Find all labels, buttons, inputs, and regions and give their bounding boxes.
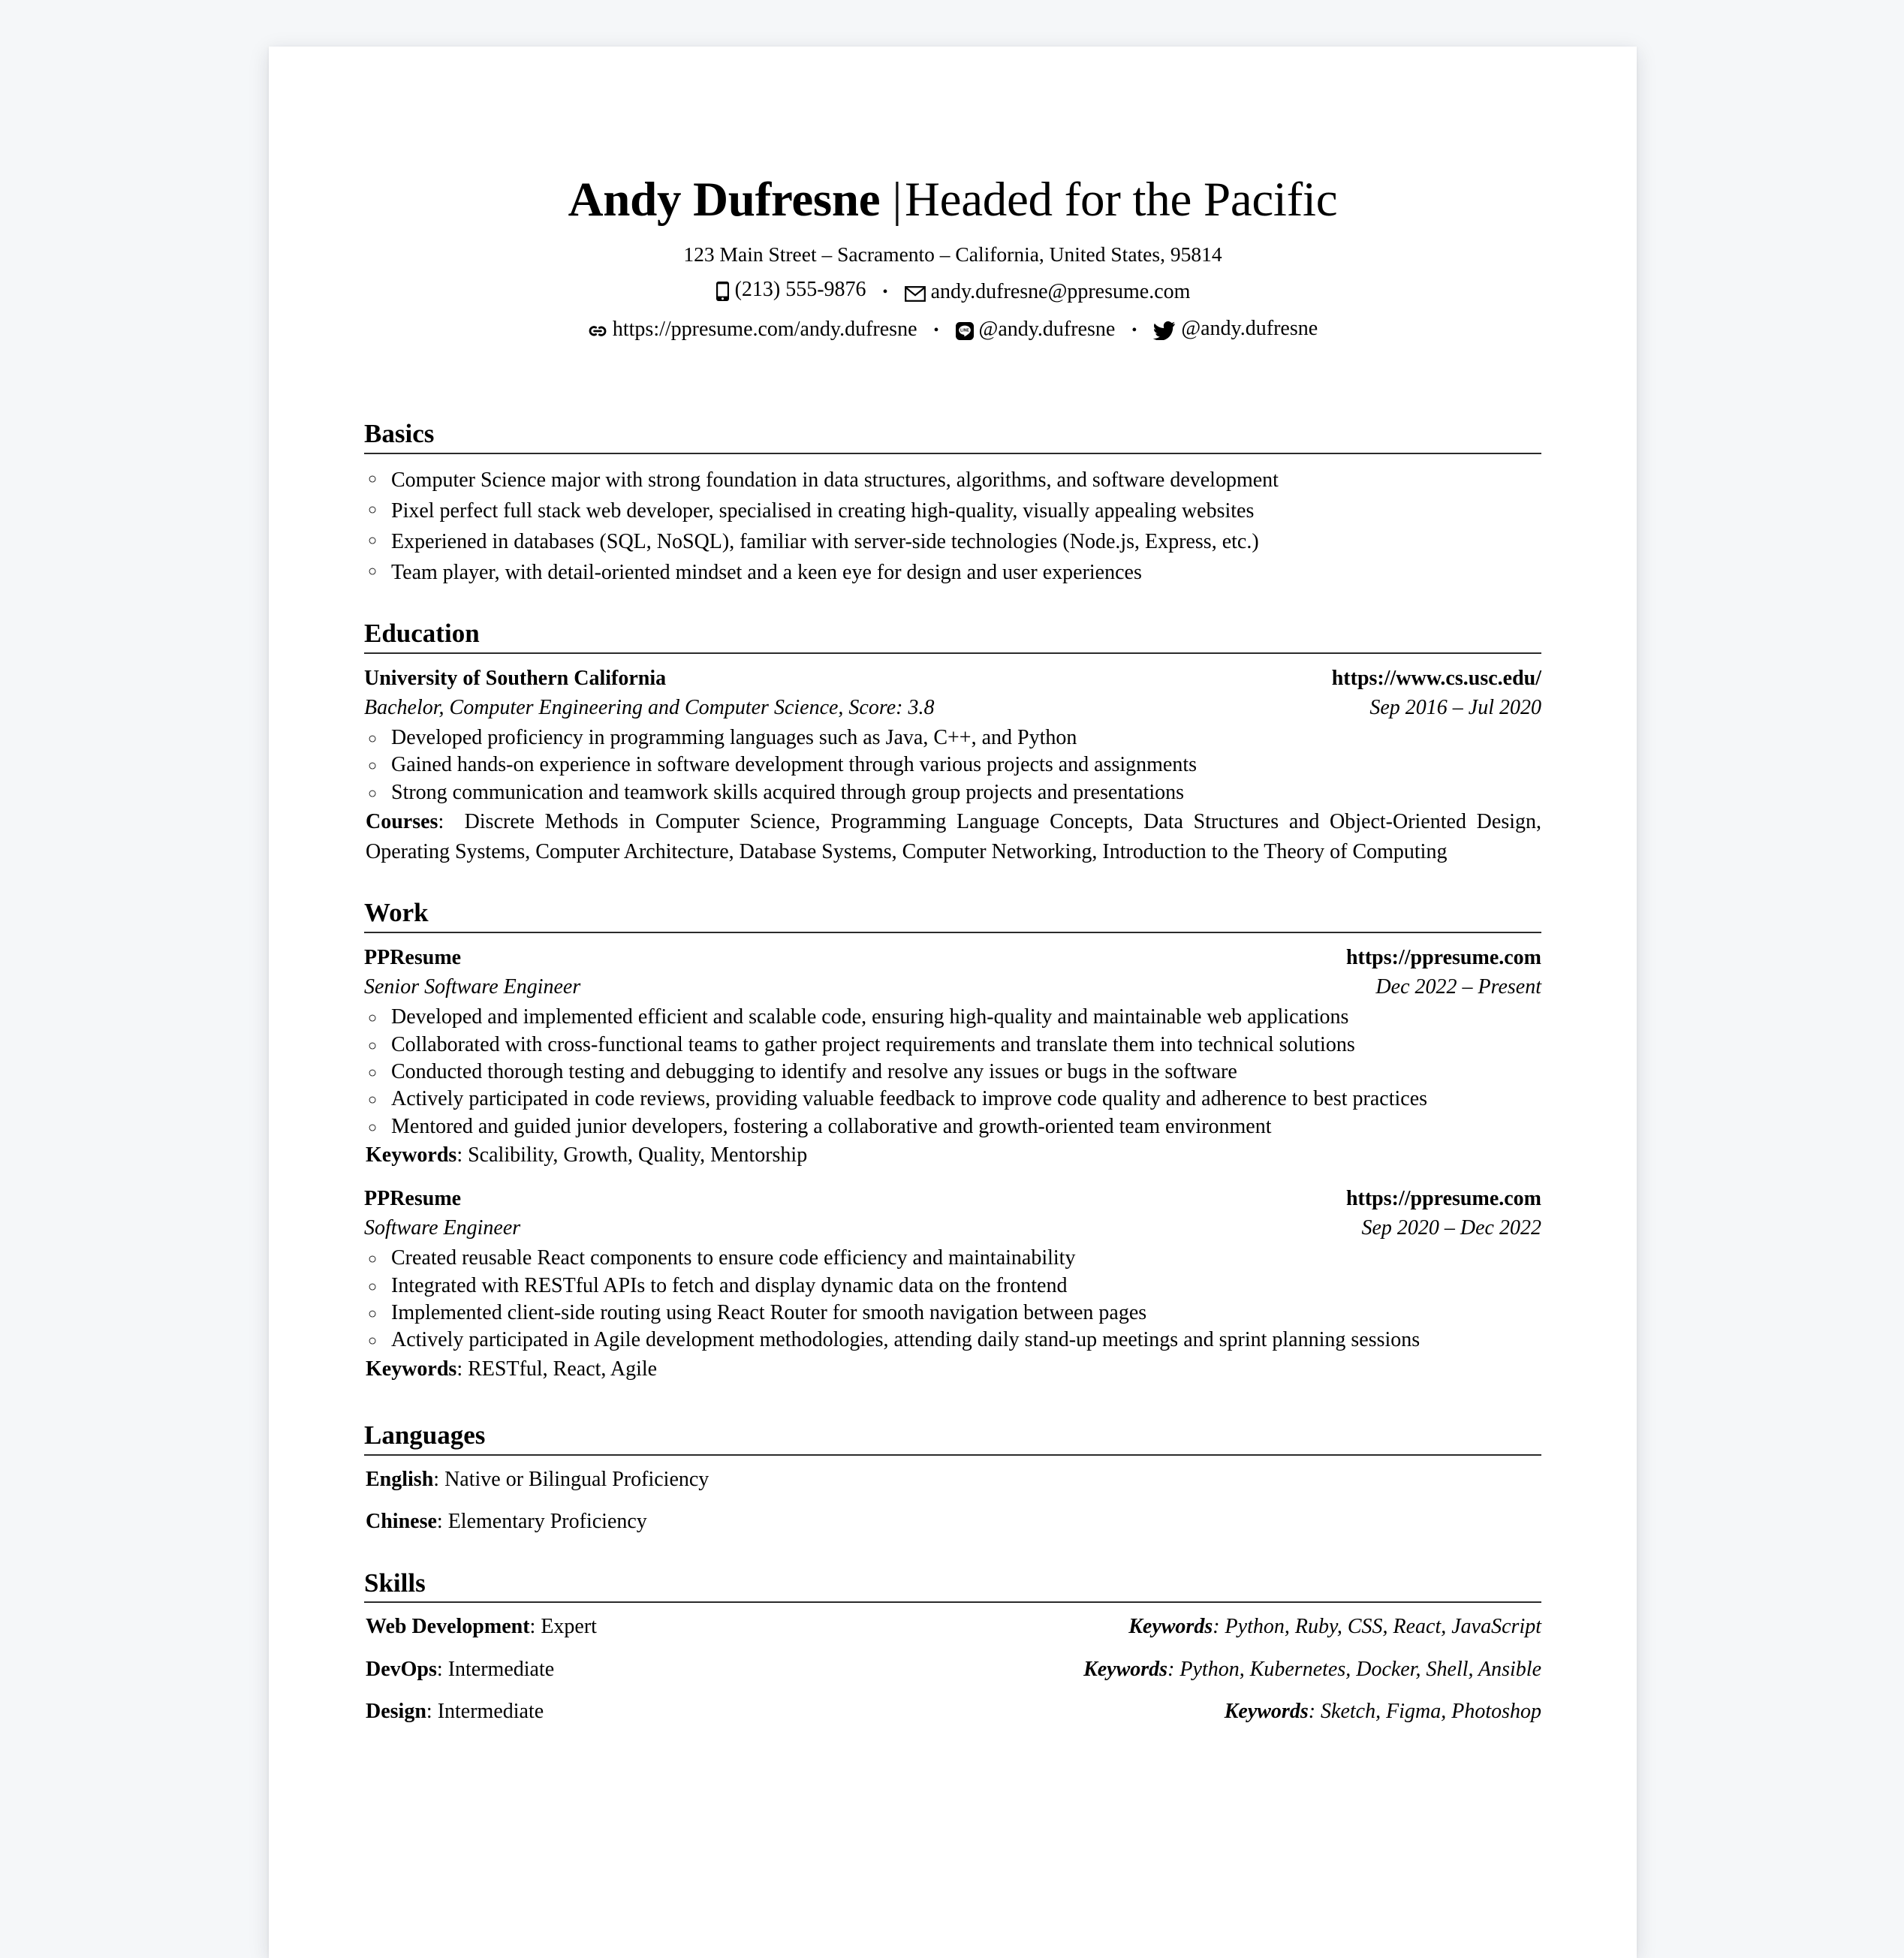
keywords-label: Keywords <box>1083 1657 1168 1681</box>
skill-left: Web Development: Expert <box>366 1615 597 1639</box>
language-fluency: Native or Bilingual Proficiency <box>444 1467 709 1491</box>
list-item: ○ Actively participated in Agile development methodologies, attending daily stand-up meetings and sprint planning sessions <box>364 1327 1541 1354</box>
courses-label: Courses <box>366 810 438 834</box>
language-fluency: Elementary Proficiency <box>447 1510 647 1534</box>
section-languages <box>364 1421 1541 1535</box>
language-name: English <box>366 1467 434 1491</box>
twitter-handle-value: @andy.dufresne <box>1181 317 1318 341</box>
list-item: ○ Gained hands-on experience in software development through various projects and assignments <box>364 752 1541 779</box>
keywords-label: Keywords <box>1224 1699 1309 1723</box>
skill-right: Keywords: Sketch, Figma, Photoshop <box>1224 1699 1541 1723</box>
company-url[interactable]: https://ppresume.com <box>1345 1186 1541 1210</box>
education-entry-header <box>364 664 1541 692</box>
section-rule <box>364 652 1541 654</box>
skill-right: Keywords: Python, Ruby, CSS, React, JavaScript <box>1128 1615 1541 1639</box>
skill-row <box>364 1656 1541 1683</box>
work-dates: Dec 2022 – Present <box>1375 974 1541 999</box>
svg-text:LINE: LINE <box>960 328 969 333</box>
section-heading-skills: Skills <box>364 1568 426 1598</box>
link-icon <box>588 322 607 340</box>
list-item: ○ Integrated with RESTful APIs to fetch and display dynamic data on the frontend <box>364 1273 1541 1300</box>
work-entry-subheader <box>364 973 1541 1001</box>
work-entry-header <box>364 944 1541 971</box>
phone-value: (213) 555-9876 <box>734 277 866 301</box>
contact-separator: • <box>882 284 888 301</box>
list-item: ○ Team player, with detail-oriented mindset and a keen eye for design and user experiences <box>364 557 1541 588</box>
skill-right: Keywords: Python, Kubernetes, Docker, Shell, Ansible <box>1083 1657 1541 1681</box>
line-handle-value: @andy.dufresne <box>978 317 1116 341</box>
skill-level: Expert <box>541 1615 597 1639</box>
company-url[interactable]: https://ppresume.com <box>1345 945 1541 969</box>
skill-keywords: Sketch, Figma, Photoshop <box>1321 1699 1541 1723</box>
work-entry-subheader <box>364 1214 1541 1242</box>
skill-keywords: Python, Kubernetes, Docker, Shell, Ansible <box>1179 1657 1541 1681</box>
section-work <box>364 899 1541 1384</box>
work-dates: Sep 2020 – Dec 2022 <box>1361 1216 1541 1240</box>
list-item: ○ Actively participated in code reviews, providing valuable feedback to improve code quality and adherence to best practices <box>364 1086 1541 1113</box>
resume-content <box>364 47 1541 1725</box>
keywords-label: Keywords <box>366 1357 457 1381</box>
basics-bullet-list <box>364 465 1541 588</box>
skill-level: Intermediate <box>447 1657 555 1681</box>
resume-header <box>364 47 1541 345</box>
list-item: ○ Collaborated with cross-functional teams to gather project requirements and translate them into technical solutions <box>364 1032 1541 1059</box>
email-item[interactable] <box>905 278 1191 307</box>
section-heading-languages: Languages <box>364 1420 486 1450</box>
website-value: https://ppresume.com/andy.dufresne <box>612 317 917 341</box>
work-keywords-line: Keywords: Scalibility, Growth, Quality, Mentorship <box>366 1143 808 1167</box>
section-heading-education: Education <box>364 619 480 649</box>
institution-name: University of Southern California <box>364 666 667 690</box>
website-item[interactable] <box>588 315 917 345</box>
list-item: ○ Pixel perfect full stack web developer, specialised in creating high-quality, visually appealing websites <box>364 496 1541 526</box>
skill-row <box>364 1613 1541 1640</box>
work-entry <box>364 1185 1541 1384</box>
name-and-headline <box>364 173 1541 227</box>
courses-value: Discrete Methods in Computer Science, Programming Language Concepts, Data Structures and Object-Oriented Design, Operating Systems, Computer Architecture, Database Systems, Computer Networking, Introduction to the Theory of Computing <box>366 810 1542 864</box>
language-row: English: Native or Bilingual Proficiency <box>366 1467 709 1491</box>
education-dates: Sep 2016 – Jul 2020 <box>1369 695 1541 719</box>
section-basics <box>364 420 1541 588</box>
education-entry-subheader <box>364 694 1541 721</box>
list-item: ○ Developed proficiency in programming languages such as Java, C++, and Python <box>364 724 1541 752</box>
phone-item[interactable] <box>716 276 866 305</box>
degree-text: Bachelor, Computer Engineering and Computer Science, Score: 3.8 <box>364 695 935 719</box>
list-item: ○ Computer Science major with strong foundation in data structures, algorithms, and software development <box>364 465 1541 496</box>
resume-page <box>269 47 1637 1958</box>
list-item: ○ Conducted thorough testing and debugging to identify and resolve any issues or bugs in the software <box>364 1059 1541 1086</box>
twitter-item[interactable] <box>1153 315 1318 344</box>
mobile-phone-icon <box>716 281 730 302</box>
section-heading-work: Work <box>364 898 429 928</box>
work-entry-header <box>364 1185 1541 1212</box>
line-item[interactable] <box>956 315 1116 345</box>
contact-separator: • <box>1131 321 1137 339</box>
headline: Headed for the Pacific <box>905 173 1338 227</box>
section-rule <box>364 453 1541 454</box>
work-keywords-line: Keywords: RESTful, React, Agile <box>366 1357 658 1381</box>
institution-url[interactable]: https://www.cs.usc.edu/ <box>1331 666 1541 690</box>
work-bullet-list <box>364 1245 1541 1354</box>
language-row: Chinese: Elementary Proficiency <box>366 1510 647 1534</box>
section-skills <box>364 1569 1541 1726</box>
skill-level: Intermediate <box>437 1699 544 1723</box>
education-entry <box>364 664 1541 868</box>
skill-name: DevOps <box>366 1657 437 1681</box>
section-education <box>364 619 1541 867</box>
job-title: Senior Software Engineer <box>364 974 581 999</box>
contact-row-primary <box>364 276 1541 307</box>
address-line: 123 Main Street – Sacramento – California, United States, 95814 <box>683 242 1222 266</box>
keywords-value: RESTful, React, Agile <box>468 1357 658 1381</box>
name-divider: | <box>892 173 902 227</box>
contact-row-secondary <box>364 315 1541 345</box>
courses-line: Courses: Discrete Methods in Computer Science, Programming Language Concepts, Data Structures and Object-Oriented Design, Operating Systems, Computer Architecture, Database Systems, Computer Networking, Introduction to the Theory of Computing <box>366 810 1542 864</box>
skill-keywords: Python, Ruby, CSS, React, JavaScript <box>1225 1615 1541 1639</box>
work-bullet-list <box>364 1004 1541 1140</box>
list-item: ○ Created reusable React components to ensure code efficiency and maintainability <box>364 1245 1541 1272</box>
section-heading-basics: Basics <box>364 419 435 449</box>
twitter-bird-icon <box>1153 321 1176 340</box>
list-item: ○ Implemented client-side routing using React Router for smooth navigation between pages <box>364 1300 1541 1327</box>
keywords-label: Keywords <box>1128 1615 1213 1639</box>
line-app-icon <box>956 322 974 340</box>
company-name: PPResume <box>364 945 462 969</box>
work-entry <box>364 944 1541 1170</box>
skill-name: Web Development <box>366 1615 530 1639</box>
list-item: ○ Strong communication and teamwork skills acquired through group projects and presentations <box>364 779 1541 806</box>
keywords-value: Scalibility, Growth, Quality, Mentorship <box>468 1143 808 1167</box>
skill-left: DevOps: Intermediate <box>366 1657 555 1681</box>
candidate-name: Andy Dufresne <box>568 173 881 227</box>
skill-name: Design <box>366 1699 426 1723</box>
envelope-icon <box>905 286 926 302</box>
section-rule <box>364 932 1541 933</box>
skill-left: Design: Intermediate <box>366 1699 544 1723</box>
job-title: Software Engineer <box>364 1216 521 1240</box>
skill-row <box>364 1698 1541 1725</box>
company-name: PPResume <box>364 1186 462 1210</box>
contact-separator: • <box>933 321 939 339</box>
email-value: andy.dufresne@ppresume.com <box>930 280 1191 304</box>
section-rule <box>364 1454 1541 1456</box>
language-name: Chinese <box>366 1510 437 1534</box>
section-rule <box>364 1601 1541 1603</box>
education-bullet-list <box>364 724 1541 806</box>
list-item: ○ Developed and implemented efficient and scalable code, ensuring high-quality and maintainable web applications <box>364 1004 1541 1031</box>
list-item: ○ Mentored and guided junior developers, fostering a collaborative and growth-oriented team environment <box>364 1113 1541 1140</box>
list-item: ○ Experiened in databases (SQL, NoSQL), familiar with server-side technologies (Node.js, Express, etc.) <box>364 526 1541 557</box>
keywords-label: Keywords <box>366 1143 457 1167</box>
